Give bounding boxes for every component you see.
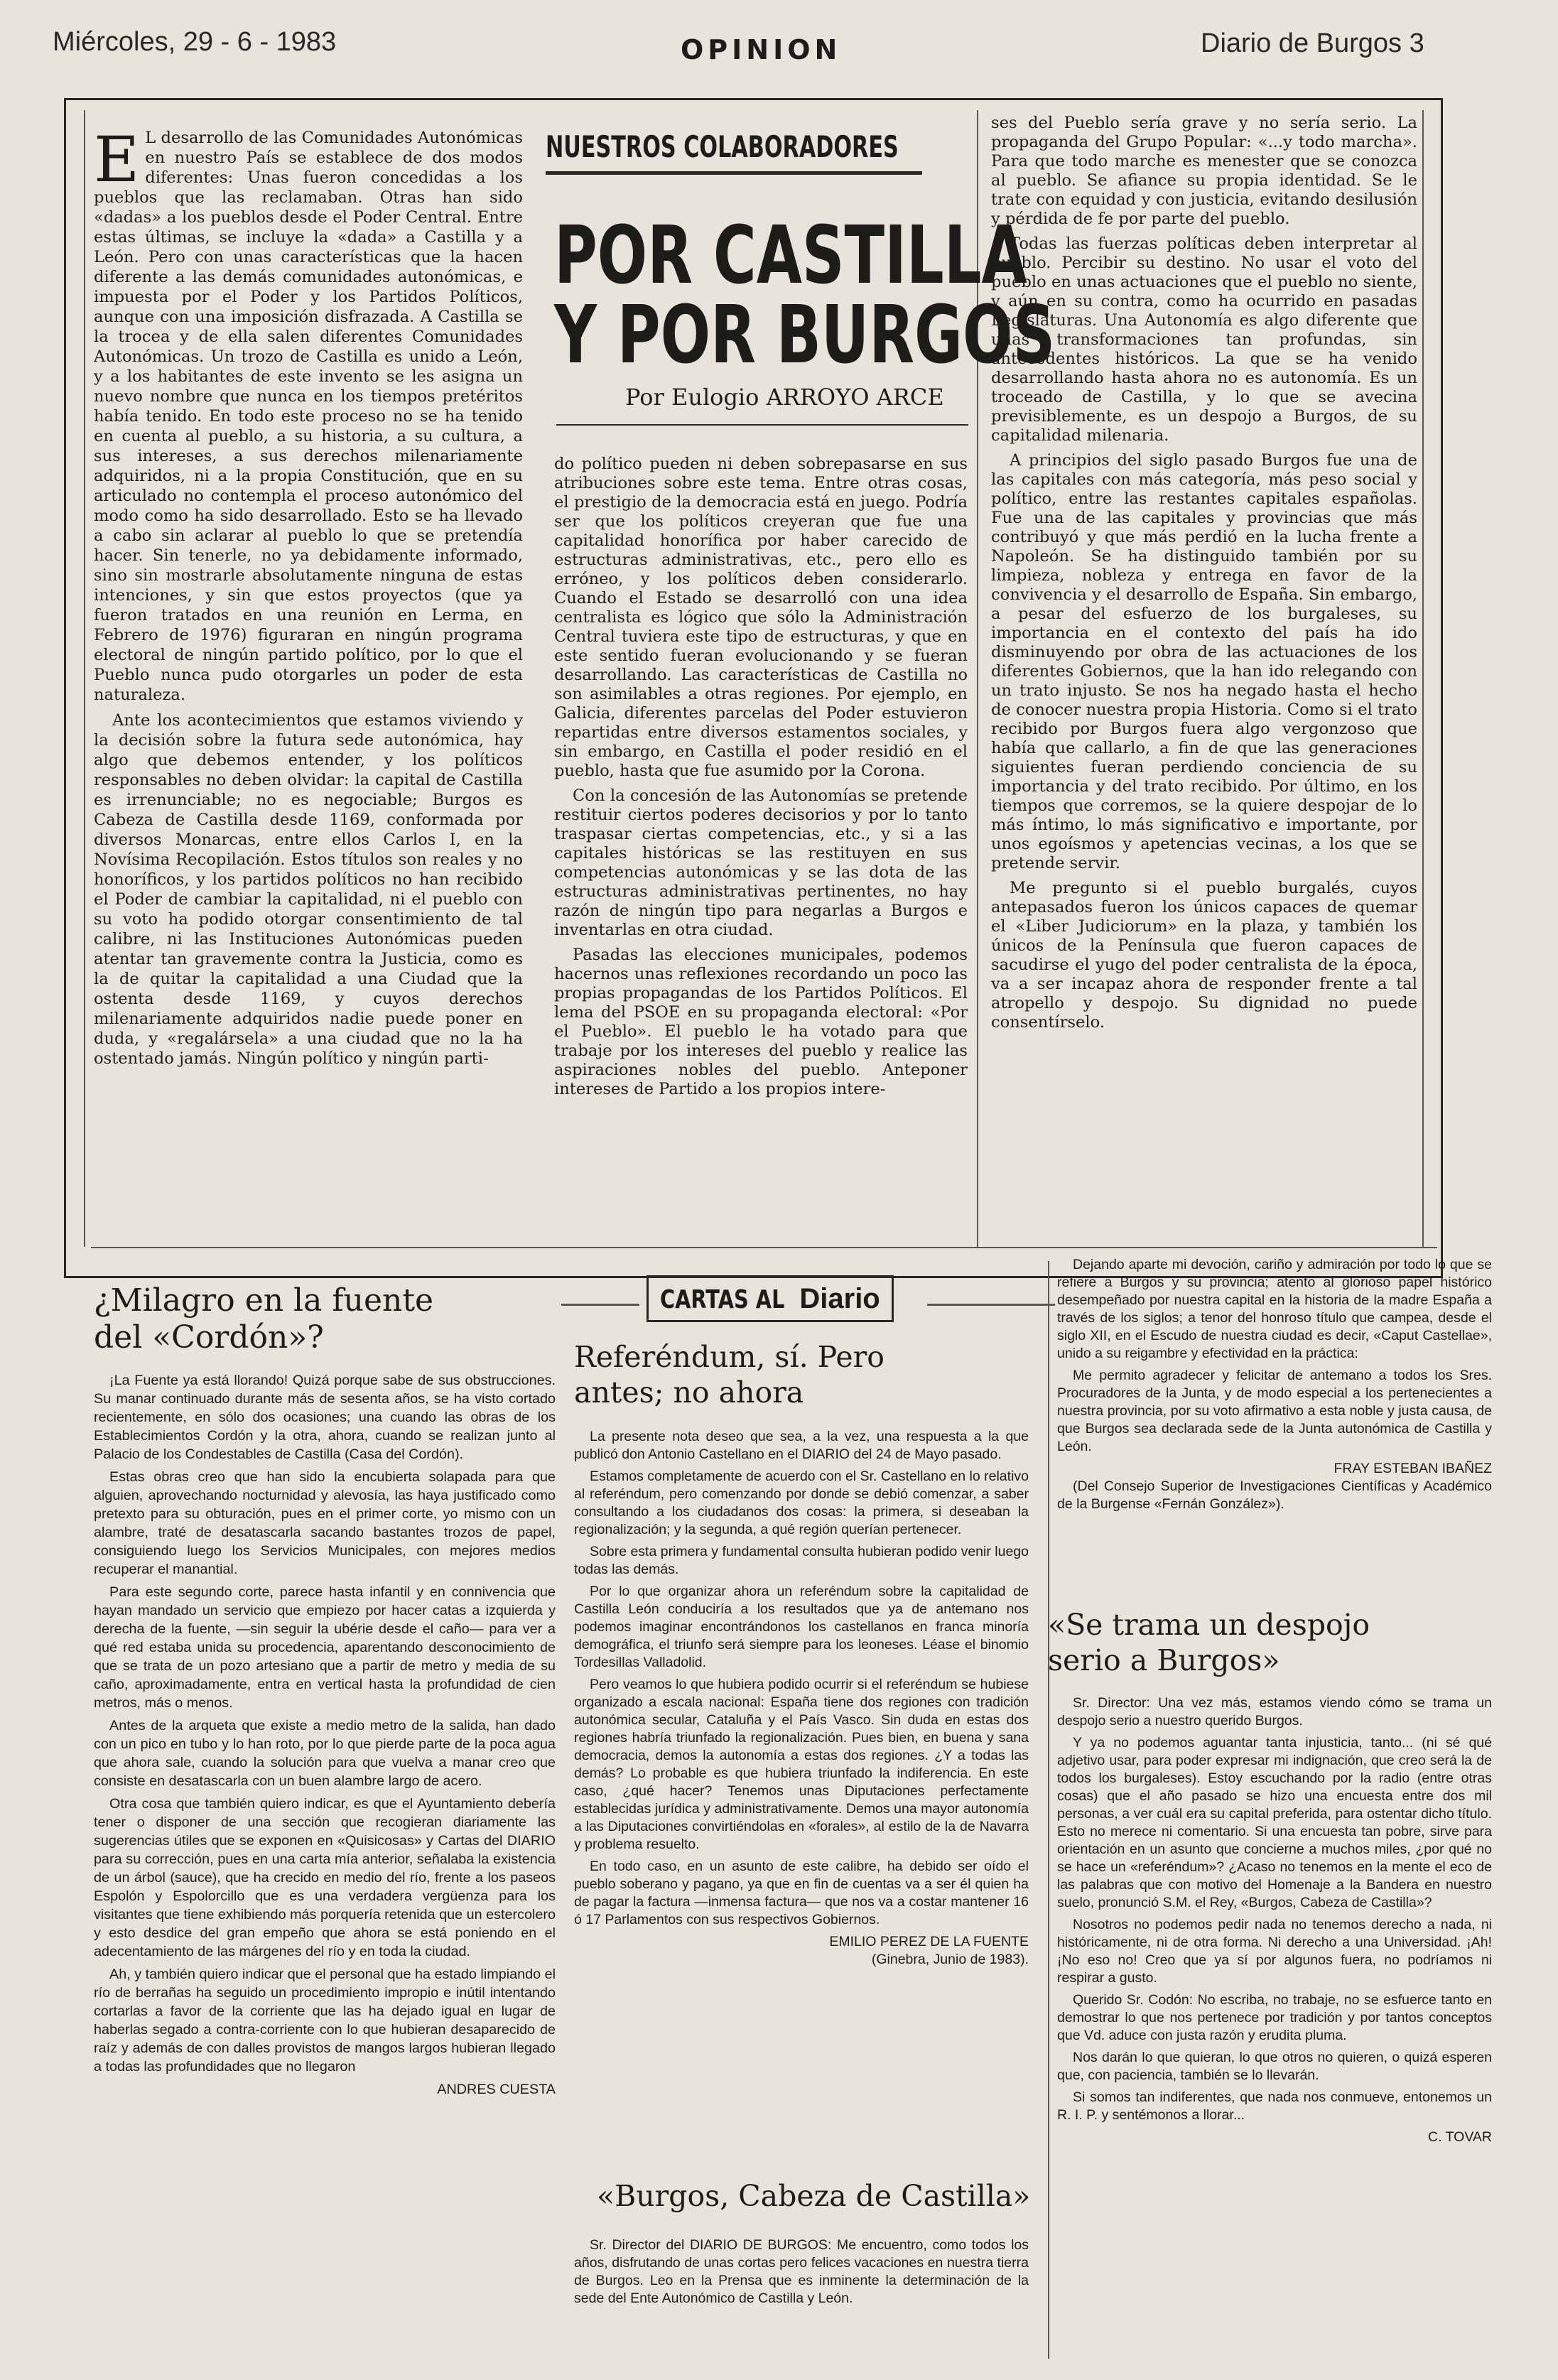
paragraph: Me pregunto si el pueblo burgalés, cuyos antepasados fueron los únicos capaces de quemar el «Liber Judiciorum» en la plaza, y también los únicos de la Península que fueron capaces de sacudirse el yugo del poder centralista de la época, va a ser incapaz ahora de responder frente a tal atropello y despojo. Su dignidad no puede consentírselo.	[991, 879, 1417, 1032]
cartas-rule-right	[927, 1304, 1055, 1306]
cartas-brand: Diario	[799, 1283, 880, 1314]
kicker-rule	[546, 171, 922, 175]
paragraph: Pasadas las elecciones municipales, podemos hacernos unas reflexiones recordando un poco las propias propagandas de los Partidos Políticos. El lema del PSOE en su propaganda electoral: «Por el Pueblo». El pueblo le ha votado para que trabaje por los intereses del pueblo y realice las aspiraciones nobles del pueblo. Anteponer intereses de Partido a los propios intere-	[554, 946, 968, 1098]
signature: FRAY ESTEBAN IBAÑEZ	[1334, 1461, 1492, 1476]
feature-title-line2: Y POR BURGOS	[554, 289, 1056, 382]
paragraph: Dejando aparte mi devoción, cariño y admiración por todo lo que se refiere a Burgos y su provincia; atento al glorioso papel histórico desempeñado por nuestra capital en la historia de la madre España a través de los siglos; a tenor del honroso título que campea, desde el siglo XII, en el Escudo de nuestra ciudad es decir, «Caput Castellae», unido a su reigambre y efectividad en la práctica:	[1057, 1257, 1492, 1361]
cartas-label: CARTAS AL	[660, 1285, 785, 1314]
cabeza-continuation	[1057, 1256, 1492, 1518]
paragraph: Para este segundo corte, parece hasta infantil y en connivencia que hayan mandado un servicio que empiezo por hacer catas a izquierda y derecha de la fuente, —sin seguir la ubérie desde el caño— para ver a qué red estaba unida su procedencia, aparentando desconocimiento de que se trata de un pozo artesiano que a partir de metro y media de su caño, aproximadamente, entra en vertical hasta la profundidad de cien metros, más o menos.	[94, 1584, 556, 1711]
paragraph: Ah, y también quiero indicar que el personal que ha estado limpiando el río de berrañas ha seguido un procedimiento impropio e inútil intentando cortarlas a favor de la corriente que las ha dejado igual en lugar de haberlas segado a contra-corriente con lo que hubieran desaparecido de raíz y además de con dalles provistos de mangos largos hubieran llegado a todas las profundidades que no llegaron	[94, 1967, 556, 2075]
issue-date: Miércoles, 29 - 6 - 1983	[53, 27, 337, 57]
paragraph: A principios del siglo pasado Burgos fue una de las capitales con más categoría, más peso social y político, entre las restantes capitales españolas. Fue una de las capitales y provincias que más contribuyó y que más perdió en la lucha frente a Napoleón. Se ha distinguido también por su limpieza, nobleza y entrega en favor de la convivencia y el desarrollo de España. Sin embargo, a pesar del esfuerzo de los burgaleses, su importancia en el contexto del país ha ido disminuyendo por obra de las actuaciones de los diferentes Gobiernos, que la han ido relegando con un trato injusto. Se nos ha negado hasta el hecho de conocer nuestra propia Historia. Como si el trato recibido por Burgos fuera algo vergonzoso que había que callarlo, a fin de que las generaciones siguientes fueran perdiendo conciencia de su importancia y del trato recibido. Por último, en los tiempos que corremos, se la quiere despojar de lo más íntimo, lo más significativo e importante, por unos egoísmos y apetencias vecinas, a los que se pretende servir.	[991, 451, 1417, 872]
paragraph: ¡La Fuente ya está llorando! Quizá porque sabe de sus obstrucciones. Su manar continuado durante más de sesenta años, se ha visto cortado recientemente, en sólo dos ocasiones; una cuando las obras de los Establecimientos Cordón y la otra, ahora, cuando se realizan junto al Palacio de los Condestables de Castilla (Casa del Cordón).	[94, 1373, 556, 1462]
kicker-text: NUESTROS COLABORADORES	[546, 129, 899, 164]
cabeza-body	[574, 2236, 1029, 2312]
byline-rule	[556, 424, 968, 426]
drop-cap: E	[94, 123, 140, 196]
signature-place: (Ginebra, Junio de 1983).	[871, 1952, 1029, 1967]
paragraph: Por lo que organizar ahora un referéndum sobre la capitalidad de Castilla León conduciría a los resultados que ya de antemano nos podemos imaginar encontrándonos los castellanos en franca minoría demográfica, el triunfo será siempre para los leoneses. Léase el binomio Tordesillas Valladolid.	[574, 1584, 1029, 1670]
cartas-banner	[647, 1275, 894, 1322]
despojo-body	[1057, 1694, 1492, 2151]
cartas-rule-left	[561, 1304, 639, 1306]
signature: ANDRES CUESTA	[437, 2082, 556, 2097]
feature-column-2	[554, 455, 968, 1105]
milagro-body	[94, 1371, 556, 2103]
feature-title-line1: POR CASTILLA	[554, 210, 1027, 302]
signature: C. TOVAR	[1428, 2129, 1492, 2145]
paragraph: Sobre esta primera y fundamental consulta hubieran podido venir luego todas las demás.	[574, 1544, 1029, 1577]
title-line: antes; no ahora	[574, 1375, 804, 1410]
despojo-title	[1048, 1607, 1488, 1678]
feature-byline: Por Eulogio ARROYO ARCE	[625, 384, 944, 411]
paragraph: Nosotros no podemos pedir nada no tenemos derecho a nada, ni históricamente, ni de otra forma. Ni derecho a una Universidad. ¡Ah! ¡No eso no! Creo que ya sí por algunos fuera, no podríamos ni respirar a gusto.	[1057, 1917, 1492, 1986]
paragraph: Pero veamos lo que hubiera podido ocurrir si el referéndum se hubiese organizado a escala nacional: España tiene dos regiones con tradición autonómica secular, Cataluña y el País Vasco. Sin duda en estas dos regiones habría triunfado la regionalización. Pues bien, en buena y sana democracia, demos la autonomía a estas dos regiones. ¿Y a todas las demás? Lo probable es que hubiera triunfado la indiferencia. En este caso, ¿qué hacer? Tenemos unas Diputaciones perfectamente establecidas jurídica y administrativamente. Demos una mayor autonomía a las Diputaciones convirtiéndolas en «forales», al estilo de la de Navarra y problema resuelto.	[574, 1677, 1029, 1852]
paragraph: ses del Pueblo sería grave y no sería serio. La propaganda del Grupo Popular: «...y todo marcha». Para que todo marche es menester que se conozca al pueblo. Se afiance su propia identidad. Se le trate con equidad y con justicia, evitando desilusión y pérdida de fe por parte del pueblo.	[991, 114, 1417, 228]
paragraph: Sr. Director: Una vez más, estamos viendo cómo se trama un despojo serio a nuestro querido Burgos.	[1057, 1695, 1492, 1729]
feature-rule	[91, 1247, 1437, 1248]
feature-kicker	[546, 129, 965, 175]
feature-rule-left	[84, 110, 85, 1247]
title-line: ¿Milagro en la fuente	[94, 1282, 434, 1319]
signature-note: (Del Consejo Superior de Investigaciones Científicas y Académico de la Burgense «Fernán González»).	[1057, 1478, 1492, 1512]
cabeza-title: «Burgos, Cabeza de Castilla»	[597, 2179, 1031, 2213]
paragraph: Si somos tan indiferentes, que nada nos conmueve, entonemos un R. I. P. y sentémonos a llorar...	[1057, 2089, 1492, 2123]
paragraph: Sr. Director del DIARIO DE BURGOS: Me encuentro, como todos los años, disfrutando de unas cortas pero felices vacaciones en nuestra tierra de Burgos. Leo en la Prensa que es inminente la determinación de la sede del Ente Autonómico de Castilla y León.	[574, 2237, 1029, 2306]
milagro-title	[94, 1282, 492, 1356]
feature-column-3	[991, 114, 1417, 1038]
title-line: «Se trama un despojo	[1048, 1608, 1370, 1642]
paragraph: Antes de la arqueta que existe a medio metro de la salida, han dado con un pico en tubo y lo han roto, por lo que pierde parte de la poca agua que ahora sale, cuando la solución para que vuelva a manar creo que consiste en desatascarla con un buen alambre largo de acero.	[94, 1718, 556, 1789]
paragraph: En todo caso, en un asunto de este calibre, ha debido ser oído el pueblo soberano y pagano, ya que en fin de cuentas va a ser él quien ha de pagar la factura —inmensa factura— que nos va a costar mantener 16 ó 17 Parlamentos con sus respectivos Gobiernos.	[574, 1859, 1029, 1927]
paragraph: Me permito agradecer y felicitar de antemano a todos los Sres. Procuradores de la Junta, y de modo especial a los pertenecientes a nuestra provincia, por su voto afirmativo a esta noble y justa causa, de que Burgos sea declarada sede de la Junta autonómica de Castilla y León.	[1057, 1368, 1492, 1454]
title-line: Referéndum, sí. Pero	[574, 1340, 885, 1374]
paragraph: La presente nota deseo que sea, a la vez, una respuesta a la que publicó don Antonio Castellano en el DIARIO del 24 de Mayo pasado.	[574, 1429, 1029, 1462]
paragraph: Y ya no podemos aguantar tanta injusticia, tanto... (ni sé qué adjetivo usar, para poder expresar mi indignación, que creo será la de todos los burgaleses). Estoy escuchando por la radio (entre otras cosas) que el año pasado se hizo una encuesta entre dos mil personas, a ver cuál era su capital preferida, para ostentar dicho título. Esto no merece ni comentario. Si una encuesta tan pobre, sirve para orientación en un asunto que concierne a muchos miles, ¿por qué no se hace un «referéndum»? ¿Acaso no tenemos en la mente el eco de las palabras que con motivo del Homenaje a la Bandera en nuestro suelo, pronunció S.M. el Rey, «Burgos, Cabeza de Castilla»?	[1057, 1735, 1492, 1910]
paragraph: Estas obras creo que han sido la encubierta solapada para que alguien, aprovechando nocturnidad y alevosía, las haya justificado como pretexto para su obturación, pues en el primer corte, yo mismo con un alambre, traté de desatascarla sacando bastantes trozos de papel, consiguiendo luego los Servicios Municipales, con mejores medios recuperar el manantial.	[94, 1469, 556, 1577]
title-line: del «Cordón»?	[94, 1319, 324, 1356]
feature-column-1	[94, 123, 523, 1074]
paragraph: Con la concesión de las Autonomías se pretende restituir ciertos poderes decisorios y por lo tanto traspasar ciertas competencias, etc., y si a las capitales históricas se las restituyen en sus competencias autonómicas y se las dota de las estructuras administrativas pertinentes, no hay razón de ningún tipo para negarlas a Burgos e inventarlas en otra ciudad.	[554, 786, 968, 939]
paragraph: Otra cosa que también quiero indicar, es que el Ayuntamiento debería tener o disponer de una sección que recogieran diariamente las sugerencias útiles que se exponen en «Quisicosas» y Cartas del DIARIO para su corrección, pues en una carta mía anterior, señalaba la existencia de un árbol (sauce), que ha crecido en medio del río, frente a los paseos Espolón y Espolorcillo que es una verdadera vergüenza para los visitantes que tiene exhibiendo más porquería retenida que un estercolero y esto desdice del gran empeño que ahora se está poniendo en el adecentamiento de las márgenes del río y en toda la ciudad.	[94, 1796, 556, 1959]
paragraph: Querido Sr. Codón: No escriba, no trabaje, no se esfuerce tanto en demostrar lo que nos pertenece por tradición y por tantos conceptos que Vd. aduce con justa razón y erudita pluma.	[1057, 1992, 1492, 2043]
section-title: OPINION	[681, 34, 842, 65]
paragraph: Ante los acontecimientos que estamos viviendo y la decisión sobre la futura sede autonómica, hay algo que debemos entender, y los políticos responsables no deben olvidar: la capital de Castilla es irrenunciable; no es negociable; Burgos es Cabeza de Castilla desde 1169, conformada por diversos Monarcas, entre ellos Carlos I, en la Novísima Recopilación. Estos títulos son reales y no honoríficos, y los partidos políticos no han recibido el Poder de cambiar la capitalidad, ni el pueblo con su voto ha podido otorgar consentimiento de tal calibre, ni las Instituciones Autonómicas pueden atentar tan gravemente contra la Justicia, como es la de quitar la capitalidad a una Ciudad que la ostenta desde 1169, y cuyos derechos milenariamente adquiridos nadie puede poner en duda, y «regalársela» a una ciudad que no la ha ostentado jamás. Ningún político y ningún parti-	[94, 711, 523, 1068]
paragraph: do político pueden ni deben sobrepasarse en sus atribuciones sobre este tema. Entre otras cosas, el prestigio de la democracia está en juego. Podría ser que los políticos creyeran que fue una capitalidad honorífica por haber carecido de estructuras administrativas, etc., pero ello es erróneo, y los políticos deben considerarlo. Cuando el Estado se desarrolló con una idea centralista es lógico que sólo la Administración Central tuviera este tipo de estructuras, y que en este sentido fueran evolucionando y se fueran desarrollando. Las características de Castilla no son asimilables a otras regiones. Por ejemplo, en Galicia, diferentes parcelas del Poder estuvieron repartidas entre diversos estamentos sociales, y sin embargo, en Castilla el poder residió en el pueblo, hasta que fue asumido por la Corona.	[554, 455, 968, 780]
paragraph: Estamos completamente de acuerdo con el Sr. Castellano en lo relativo al referéndum, pero comenzando por donde se debió comenzar, a saber consultando a los ciudadanos dos cosas: la primera, si deseaban la regionalización; y la segunda, a qué región querían pertenecer.	[574, 1468, 1029, 1537]
referendum-body	[574, 1428, 1029, 1973]
title-line: serio a Burgos»	[1048, 1643, 1280, 1677]
paragraph: Nos darán lo que quieran, lo que otros no quieren, o quizá esperen que, con paciencia, también se lo llevarán.	[1057, 2050, 1492, 2083]
masthead-page: Diario de Burgos 3	[1201, 28, 1424, 58]
paragraph: Todas las fuerzas políticas deben interpretar al pueblo. Percibir su destino. No usar el voto del pueblo en unas actuaciones que el pueblo no siente, y aún en su contra, como ha ocurrido en pasadas Legislaturas. Una Autonomía es algo diferente que unas transformaciones tan profundas, sin antecedentes históricos. La que se ha venido desarrollando hasta ahora no es autonomía. Es un troceado de Castilla, y lo que se avecina previsiblemente, es un despojo a Burgos, de su capitalidad milenaria.	[991, 234, 1417, 445]
feature-rule-right	[1422, 110, 1424, 1247]
signature: EMILIO PEREZ DE LA FUENTE	[829, 1934, 1029, 1949]
paragraph: L desarrollo de las Comunidades Autonómicas en nuestro País se establece de dos modos diferentes: Unas fueron concedidas a los pueblos que las reclamaban. Otras han sido «dadas» a los pueblos desde el Poder Central. Entre estas últimas, se incluye la «dada» a Castilla y a León. Pero con unas características que la hacen diferente a las demás comunidades autonómicas, e impuesta por el Poder y los Partidos Políticos, aunque con una imposición disfrazada. A Castilla se la trocea y de ella salen diferentes Comunidades Autonómicas. Un trozo de Castilla es unido a León, y a los habitantes de este invento se les asigna un nuevo nombre que nunca en los tiempos pretéritos había tenido. En todo este proceso no se ha tenido en cuenta al pueblo, a su historia, a su cultura, a sus intereses, a sus derechos milenariamente adquiridos, ni a la propia Constitución, que en su articulado no contempla el proceso autonómico del modo como ha sido desarrollado. Esto se ha llevado a cabo sin aclarar al pueblo lo que se pretendía hacer. Sin tenerle, no ya debidamente informado, sino sin mostrarle absolutamente ninguna de estas intenciones, y sin que estos proyectos (que ya fueron tratados en una reunión en Lerma, en Febrero de 1976) figuraran en ningún programa electoral de ningún partido político, por lo que el Pueblo nunca pudo otorgarles un poder de esta naturaleza.	[94, 129, 523, 704]
right-column-rule	[1048, 1261, 1049, 2359]
referendum-title	[574, 1339, 908, 1410]
